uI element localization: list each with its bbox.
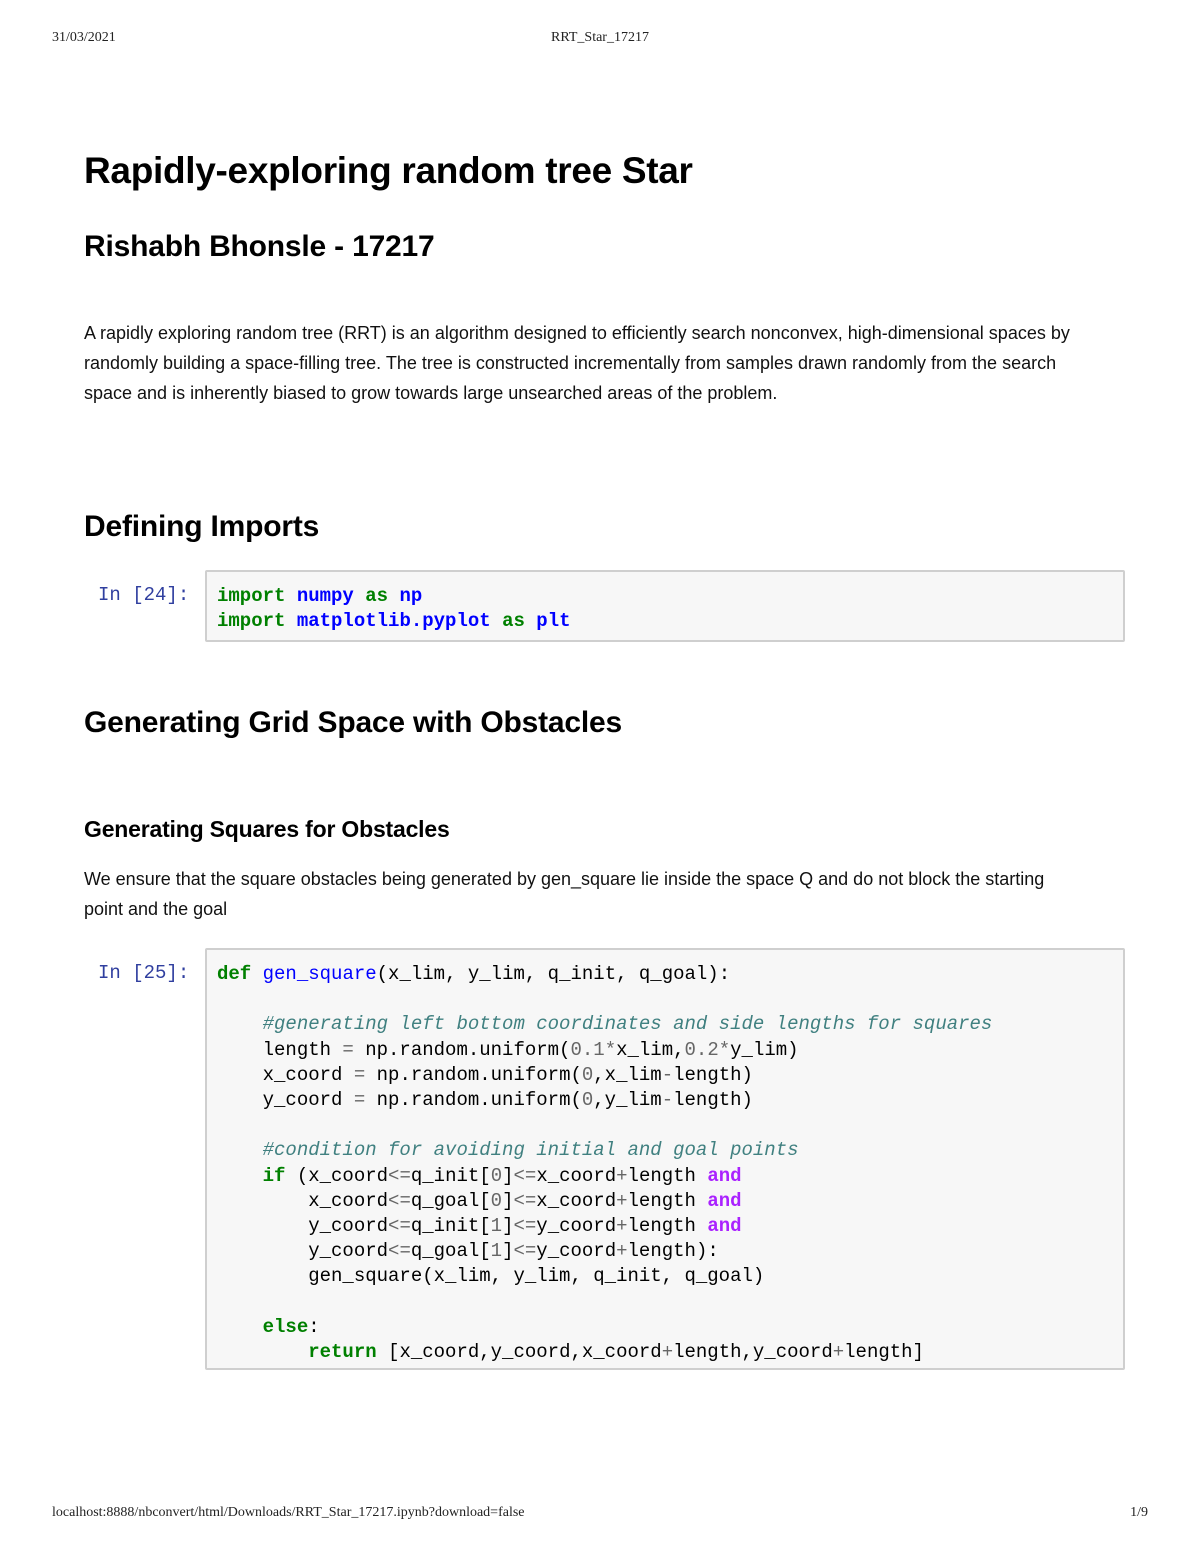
subsection-squares-heading: Generating Squares for Obstacles <box>84 816 450 842</box>
author-heading: Rishabh Bhonsle - 17217 <box>84 230 435 263</box>
print-footer <box>52 1505 1148 1525</box>
section-imports-heading: Defining Imports <box>84 510 320 543</box>
code-source[interactable]: def gen_square(x_lim, y_lim, q_init, q_goal): #generating left bottom coordinates and side lengths for squares length = np.random.uniform(0.1*x_lim,0.2*y_lim) x_coord = np.random.uniform(0,x_lim-length) y_coord = np.random.uniform(0,y_lim-length) #condition for avoiding initial and goal points if (x_coord<=q_init[0]<=x_coord+length and x_coord<=q_goal[0]<=x_coord+length and y_coord<=q_init[1]<=y_coord+length and y_coord<=q_goal[1]<=y_coord+length): gen_square(x_lim, y_lim, q_init, q_goal) else: return [x_coord,y_coord,x_coord+length,y_coord+length] <box>217 963 993 1364</box>
cell-prompt: In [24]: <box>98 584 190 606</box>
intro-paragraph: A rapidly exploring random tree (RRT) is an algorithm designed to efficiently search nonconvex, high-dimensional spaces by randomly building a space-filling tree. The tree is constructed incrementally from samples drawn randomly from the search space and is inherently biased to grow towards large unsearched areas of the problem. <box>84 323 1070 403</box>
page-number: 1/9 <box>1130 1505 1148 1520</box>
squares-paragraph: We ensure that the square obstacles being generated by gen_square lie inside the space Q and do not block the starting point and the goal <box>84 869 1045 919</box>
code-input-area[interactable] <box>205 948 1125 1370</box>
notebook-title: Rapidly-exploring random tree Star <box>84 150 693 191</box>
print-url: localhost:8888/nbconvert/html/Downloads/RRT_Star_17217.ipynb?download=false <box>52 1505 525 1520</box>
print-header <box>52 30 1148 50</box>
print-date: 31/03/2021 <box>52 30 116 45</box>
section-grid-heading: Generating Grid Space with Obstacles <box>84 706 622 739</box>
print-title: RRT_Star_17217 <box>551 30 649 45</box>
code-source[interactable]: import numpy as np import matplotlib.pyplot as plt <box>217 585 571 633</box>
cell-prompt: In [25]: <box>98 962 190 984</box>
code-input-area[interactable] <box>205 570 1125 642</box>
